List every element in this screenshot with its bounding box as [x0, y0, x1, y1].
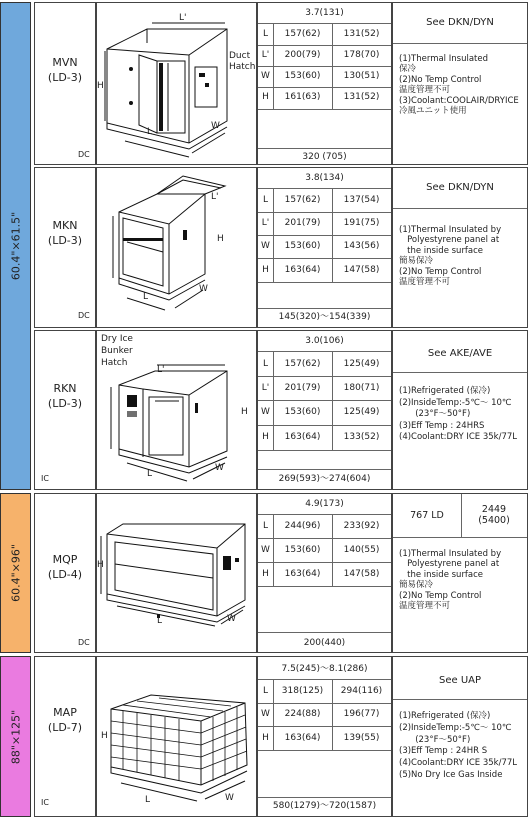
- tare-weight: 3.7(131): [305, 8, 344, 18]
- dim-letter-w: W: [199, 284, 208, 294]
- uld-tag: DC: [78, 638, 90, 647]
- uld-tag: DC: [78, 311, 90, 320]
- dim-inner: 125(49): [343, 359, 380, 369]
- aircraft-type: 767 LD: [410, 510, 444, 521]
- dim-letter-h: H: [97, 81, 104, 91]
- dim-letter-h: H: [217, 234, 224, 244]
- row-mqp-code-cell: [34, 493, 96, 653]
- dim-letter-lprime: L': [211, 192, 219, 202]
- row-mqp-drawing-cell: [96, 493, 257, 653]
- dim-outer: 224(88): [284, 709, 321, 719]
- dim-outer: 157(62): [284, 359, 321, 369]
- size-band-2: [0, 493, 31, 653]
- dim-outer: 153(60): [284, 241, 321, 251]
- tare-weight: 4.9(173): [305, 499, 344, 509]
- uld-tag: DC: [78, 150, 90, 159]
- dim-inner: 140(55): [343, 545, 380, 555]
- dim-inner: 233(92): [343, 521, 380, 531]
- callout-label: Duct Hatch: [229, 51, 256, 72]
- mqp-container-drawing: [97, 494, 256, 652]
- dim-outer: 153(60): [284, 407, 321, 417]
- dim-key: W: [261, 545, 270, 555]
- uld-code: MVN: [52, 56, 78, 69]
- dim-key: L': [261, 383, 270, 393]
- dim-key: W: [261, 71, 270, 81]
- dim-outer: 157(62): [284, 195, 321, 205]
- notes: (1)Thermal Insulated 保冷 (2)No Temp Control 温度管理不可 (3)Coolant:COOLAIR/DRYICE 冷風ユニット使用: [399, 54, 519, 117]
- dim-letter-lprime: L': [157, 365, 165, 375]
- dim-inner: 180(71): [343, 383, 380, 393]
- row-rkn-code-cell: [34, 330, 96, 490]
- dim-outer: 163(64): [284, 265, 321, 275]
- max-gross-weight: 320 (705): [302, 152, 347, 162]
- row-mkn-code-cell: [34, 167, 96, 328]
- dim-inner: 147(58): [343, 265, 380, 275]
- dim-inner: 191(75): [343, 218, 380, 228]
- notes: (1)Refrigerated (保冷) (2)InsideTemp:-5℃～ 10℃ (23°F～50°F) (3)Eff Temp : 24HR S (4)Coolant:DRY ICE 35k/77L (5)No Dry Ice Gas Inside: [399, 711, 517, 780]
- row-map-notes-cell: [392, 656, 528, 817]
- uld-code: MKN: [52, 219, 78, 232]
- dim-key: L: [262, 29, 268, 39]
- size-band-label: 60.4"×61.5": [9, 211, 22, 281]
- dim-outer: 153(60): [284, 71, 321, 81]
- notes: (1)Refrigerated (保冷) (2)InsideTemp:-5℃～ 10℃ (23°F～50°F) (3)Eff Temp : 24HRS (4)Coolant:DRY ICE 35k/77L: [399, 386, 517, 442]
- row-rkn-spec-cell: [257, 330, 392, 490]
- dim-letter-l: L: [147, 127, 153, 137]
- tare-weight: 3.0(106): [305, 336, 344, 346]
- aircraft-value: 2449 (5400): [478, 504, 510, 526]
- see-reference: See DKN/DYN: [426, 182, 494, 193]
- dim-inner: 130(51): [343, 71, 380, 81]
- max-gross-weight: 145(320)～154(339): [278, 312, 371, 322]
- dim-outer: 163(64): [284, 432, 321, 442]
- row-rkn-drawing-cell: [96, 330, 257, 490]
- dim-letter-l: L: [143, 292, 149, 302]
- dim-outer: 200(79): [284, 50, 321, 60]
- mkn-container-drawing: [97, 168, 256, 327]
- dim-key: W: [261, 407, 270, 417]
- row-map-spec-cell: [257, 656, 392, 817]
- dim-letter-w: W: [211, 121, 220, 131]
- row-rkn-notes-cell: [392, 330, 528, 490]
- dim-inner: 137(54): [343, 195, 380, 205]
- dim-outer: 161(63): [284, 92, 321, 102]
- row-mkn-spec-cell: [257, 167, 392, 328]
- dim-inner: 139(55): [343, 733, 380, 743]
- dim-inner: 131(52): [343, 29, 380, 39]
- uld-type: (LD-3): [47, 71, 83, 84]
- dim-inner: 178(70): [343, 50, 380, 60]
- dim-key: H: [262, 569, 269, 579]
- uld-code: MAP: [53, 706, 77, 719]
- uld-code: MQP: [52, 553, 78, 566]
- dim-key: L: [262, 195, 268, 205]
- dim-letter-h: H: [241, 407, 248, 417]
- dim-key: L: [262, 359, 268, 369]
- uld-type: (LD-3): [47, 234, 83, 247]
- max-gross-weight: 200(440): [303, 638, 346, 648]
- dim-letter-lprime: L': [179, 13, 187, 23]
- dim-inner: 196(77): [343, 709, 380, 719]
- uld-tag: IC: [41, 474, 49, 483]
- dim-letter-l: L: [147, 469, 153, 479]
- row-map-code-cell: [34, 656, 96, 817]
- see-reference: See DKN/DYN: [426, 17, 494, 28]
- notes: (1)Thermal Insulated by Polyestyrene panel at the inside surface 簡易保冷 (2)No Temp Control 温度管理不可: [399, 549, 502, 612]
- callout-label: Dry Ice Bunker Hatch: [101, 334, 133, 368]
- size-band-3: [0, 656, 31, 817]
- dim-outer: 201(79): [284, 218, 321, 228]
- dim-letter-w: W: [215, 463, 224, 473]
- dim-inner: 143(56): [343, 241, 380, 251]
- dim-key: H: [262, 92, 269, 102]
- size-band-label: 88"×125": [9, 709, 22, 764]
- row-mvn-spec-cell: [257, 2, 392, 165]
- dim-letter-w: W: [227, 614, 236, 624]
- row-mqp-notes-cell: [392, 493, 528, 653]
- max-gross-weight: 269(593)～274(604): [278, 474, 371, 484]
- row-mkn-notes-cell: [392, 167, 528, 328]
- see-reference: See AKE/AVE: [427, 348, 493, 359]
- uld-tag: IC: [41, 798, 49, 807]
- row-map-drawing-cell: [96, 656, 257, 817]
- dim-outer: 318(125): [281, 686, 324, 696]
- row-mvn-notes-cell: [392, 2, 528, 165]
- row-mvn-drawing-cell: [96, 2, 257, 165]
- dim-key: H: [262, 265, 269, 275]
- dim-inner: 131(52): [343, 92, 380, 102]
- dim-key: H: [262, 432, 269, 442]
- dim-inner: 147(58): [343, 569, 380, 579]
- dim-outer: 163(64): [284, 733, 321, 743]
- dim-outer: 157(62): [284, 29, 321, 39]
- dim-outer: 163(64): [284, 569, 321, 579]
- row-mkn-drawing-cell: [96, 167, 257, 328]
- dim-key: L: [262, 521, 268, 531]
- mvn-container-drawing: [97, 3, 256, 164]
- dim-letter-h: H: [97, 560, 104, 570]
- dim-outer: 201(79): [284, 383, 321, 393]
- dim-outer: 153(60): [284, 545, 321, 555]
- tare-weight: 7.5(245)～8.1(286): [281, 664, 368, 674]
- size-band-1: [0, 2, 31, 490]
- uld-type: (LD-3): [47, 397, 83, 410]
- uld-code: RKN: [53, 382, 77, 395]
- tare-weight: 3.8(134): [305, 173, 344, 183]
- dim-outer: 244(96): [284, 521, 321, 531]
- dim-inner: 133(52): [343, 432, 380, 442]
- uld-type: (LD-4): [47, 568, 83, 581]
- dim-key: W: [261, 709, 270, 719]
- size-band-label: 60.4"×96": [9, 544, 22, 602]
- dim-key: L': [261, 50, 270, 60]
- uld-type: (LD-7): [47, 721, 83, 734]
- dim-key: H: [262, 733, 269, 743]
- max-gross-weight: 580(1279)～720(1587): [272, 801, 377, 811]
- dim-inner: 125(49): [343, 407, 380, 417]
- dim-key: W: [261, 241, 270, 251]
- dim-inner: 294(116): [340, 686, 383, 696]
- see-reference: See UAP: [438, 675, 482, 686]
- dim-key: L: [262, 686, 268, 696]
- dim-letter-h: H: [101, 731, 108, 741]
- dim-key: L': [261, 218, 270, 228]
- dim-letter-l: L: [145, 795, 151, 805]
- row-mqp-spec-cell: [257, 493, 392, 653]
- dim-letter-l: L: [157, 616, 163, 626]
- notes: (1)Thermal Insulated by Polyestyrene panel at the inside surface 簡易保冷 (2)No Temp Control 温度管理不可: [399, 225, 502, 288]
- row-mvn-code-cell: [34, 2, 96, 165]
- dim-letter-w: W: [225, 793, 234, 803]
